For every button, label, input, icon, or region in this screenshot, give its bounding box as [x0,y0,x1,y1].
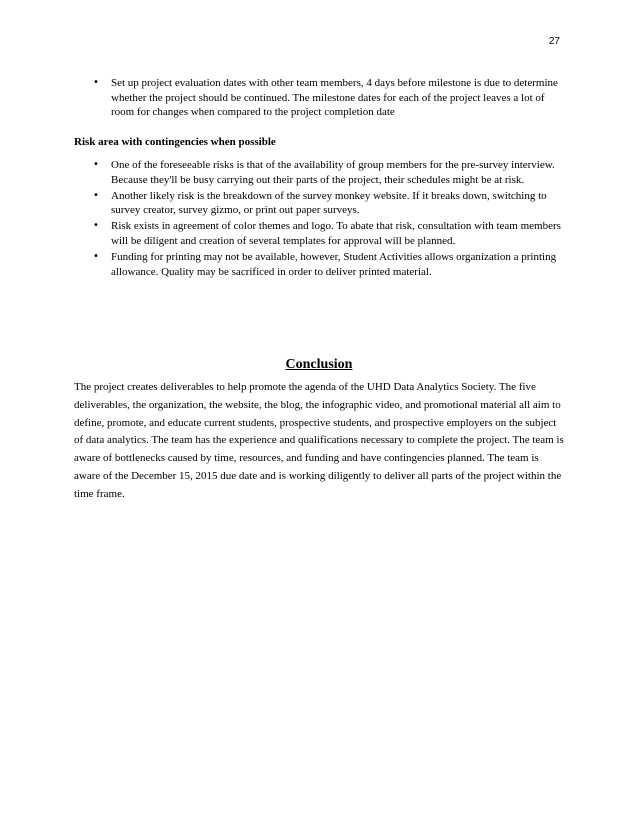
bullet-icon: • [93,220,99,232]
bullet-icon: • [93,251,99,263]
risk-bullet-list [93,158,568,281]
page-number: 27 [548,36,560,47]
conclusion-heading: Conclusion [285,357,353,372]
list-item-text: Funding for printing may not be available, however, Student Activities allows organization a printing allowance. Quality may be sacrificed in order to deliver printed material. [111,251,557,278]
bullet-icon: • [93,189,99,201]
bullet-icon: • [93,77,99,88]
list-item-text: Another likely risk is the breakdown of the survey monkey website. If it breaks down, switching to survey creator, survey gizmo, or print out paper surveys. [111,189,547,217]
list-item [93,76,568,120]
bullet-icon: • [93,159,99,170]
list-item-text: Risk exists in agreement of color themes and logo. To abate that risk, consultation with team members will be diligent and creation of several templates for approval will be planned. [111,220,561,247]
evaluation-bullet-list [93,76,568,121]
list-item [93,158,568,187]
list-item [93,219,568,248]
risk-section-heading: Risk area with contingencies when possible [74,136,276,148]
list-item [93,189,568,218]
list-item [93,250,568,279]
list-item-text: One of the foreseeable risks is that of the availability of group members for the pre-survey interview. Because they'll be busy carrying out their parts of the project, their schedules might be at risk. [111,159,555,186]
list-item-text: Set up project evaluation dates with other team members, 4 days before milestone is due to determine whether the project should be continued. The milestone dates for each of the project leaves a lot of room for changes when compared to the project completion date [111,77,558,119]
conclusion-paragraph: The project creates deliverables to help promote the agenda of the UHD Data Analytics Society. The five deliverables, the organization, the website, the blog, the infographic video, and promotional material all aim to define, promote, and educate current students, prospective students, and prospective employers on the subject of data analytics. The team has the experience and qualifications necessary to complete the project. The team is aware of bottlenecks caused by time, resources, and funding and have contingencies planned. The team is aware of the December 15, 2015 due date and is working diligently to deliver all parts of the project within the time frame. [74,381,564,500]
